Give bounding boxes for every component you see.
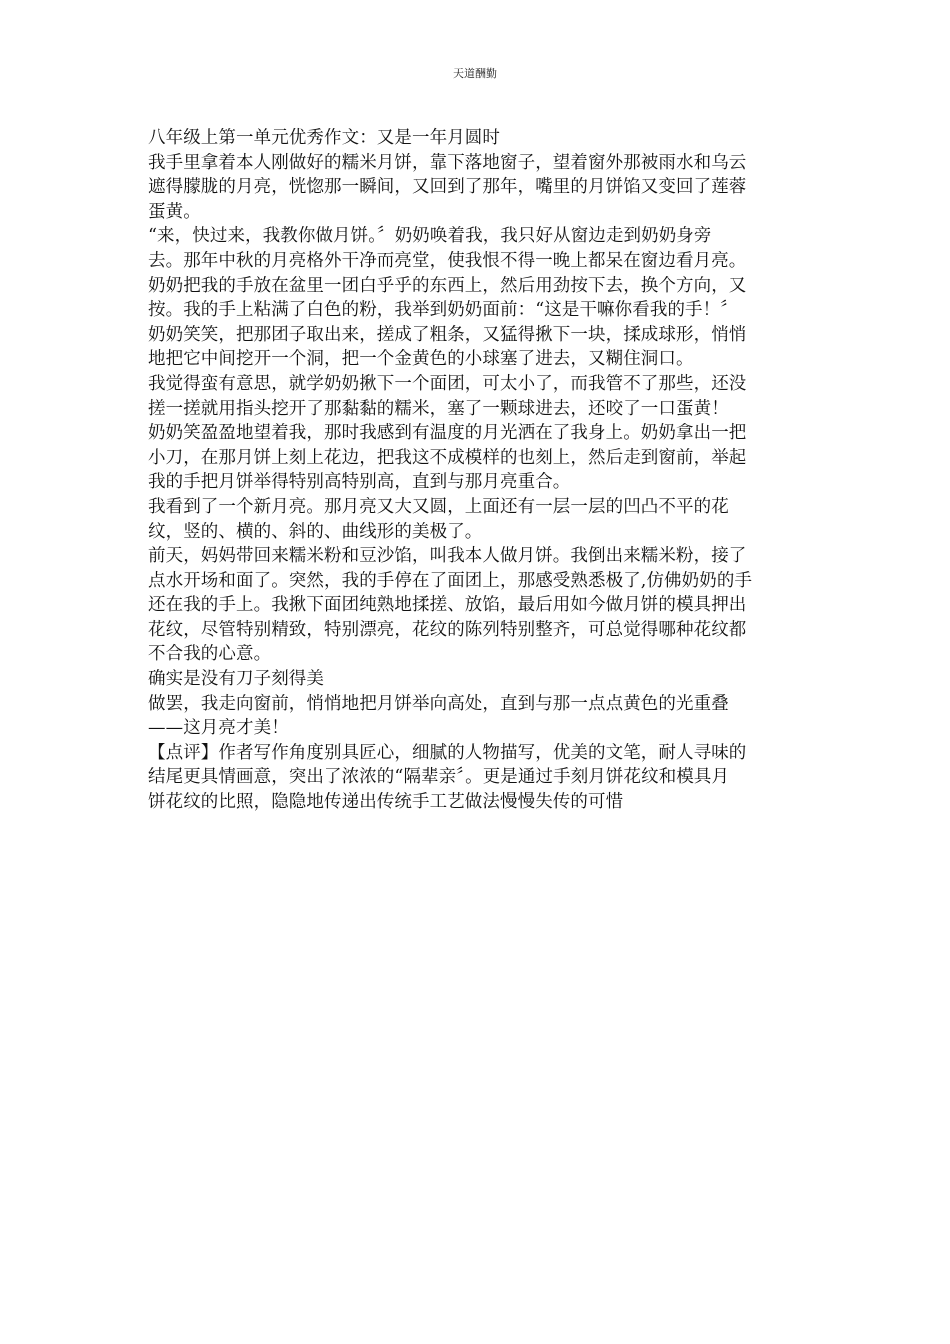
commentary-line: 结尾更具情画意，突出了浓浓的“隔辈亲〞。更是通过手刻月饼花纹和模具月 (148, 767, 730, 788)
text-line: 我的手把月饼举得特别高特别高，直到与那月亮重合。 (148, 472, 571, 493)
text-line: 还在我的手上。我揪下面团纯熟地揉搓、放馅，最后用如今做月饼的模具押出 (148, 595, 747, 616)
text-line: 点水开场和面了。突然，我的手停在了面团上，那感受熟悉极了,仿佛奶奶的手 (148, 570, 753, 591)
page-header: 天道酬勤 (453, 67, 497, 80)
text-line: 奶奶笑盈盈地望着我，那时我感到有温度的月光洒在了我身上。奶奶拿出一把 (148, 423, 747, 444)
commentary-line: 【点评】作者写作角度别具匠心，细腻的人物描写，优美的文笔，耐人寻味的 (148, 742, 747, 763)
text-line: 我觉得蛮有意思，就学奶奶揪下一个面团，可太小了，而我管不了那些，还没 (148, 373, 747, 394)
text-line: 奶奶笑笑，把那团子取出来，搓成了粗条，又猛得揪下一块，揉成球形，悄悄 (148, 324, 747, 345)
text-line: ——这月亮才美！ (148, 718, 289, 739)
text-line: 我看到了一个新月亮。那月亮又大又圆，上面还有一层一层的凹凸不平的花 (148, 496, 729, 517)
text-line: 地把它中间挖开一个洞，把一个金黄色的小球塞了进去，又糊住洞口。 (148, 349, 694, 370)
text-line: 搓一搓就用指头挖开了那黏黏的糯米，塞了一颗球进去，还咬了一口蛋黄！ (148, 398, 729, 419)
text-line: 花纹，尽管特别精致，特别漂亮，花纹的陈列特别整齐，可总觉得哪种花纹都 (148, 619, 747, 640)
text-line: 前天，妈妈带回来糯米粉和豆沙馅，叫我本人做月饼。我倒出来糯米粉，接了 (148, 546, 747, 567)
article-body (148, 126, 808, 815)
text-line: 做罢，我走向窗前，悄悄地把月饼举向高处，直到与那一点点黄色的光重叠 (148, 693, 729, 714)
text-line: 蛋黄。 (148, 201, 201, 222)
article-title: 八年级上第一单元优秀作文：又是一年月圆时 (148, 128, 500, 148)
text-line: 去。那年中秋的月亮格外干净而亮堂，使我恨不得一晚上都呆在窗边看月亮。 (148, 250, 747, 271)
text-line: 确实是没有刀子刻得美 (148, 669, 324, 690)
text-line: “来，快过来，我教你做月饼。〞奶奶唤着我，我只好从窗边走到奶奶身旁 (148, 226, 712, 247)
text-line: 我手里拿着本人刚做好的糯米月饼，靠下落地窗子，望着窗外那被雨水和乌云 (148, 152, 747, 173)
text-line: 按。我的手上粘满了白色的粉，我举到奶奶面前：“这是干嘛你看我的手！〞 (148, 300, 738, 321)
text-line: 纹，竖的、横的、斜的、曲线形的美极了。 (148, 521, 483, 542)
text-line: 不合我的心意。 (148, 644, 272, 665)
text-line: 遮得朦胧的月亮，恍惚那一瞬间，又回到了那年，嘴里的月饼馅又变回了莲蓉 (148, 177, 747, 198)
commentary-line: 饼花纹的比照，隐隐地传递出传统手工艺做法慢慢失传的可惜 (148, 792, 624, 813)
text-line: 奶奶把我的手放在盆里一团白乎乎的东西上，然后用劲按下去，换个方向，又 (148, 275, 747, 296)
text-line: 小刀，在那月饼上刻上花边，把我这不成模样的也刻上，然后走到窗前，举起 (148, 447, 747, 468)
